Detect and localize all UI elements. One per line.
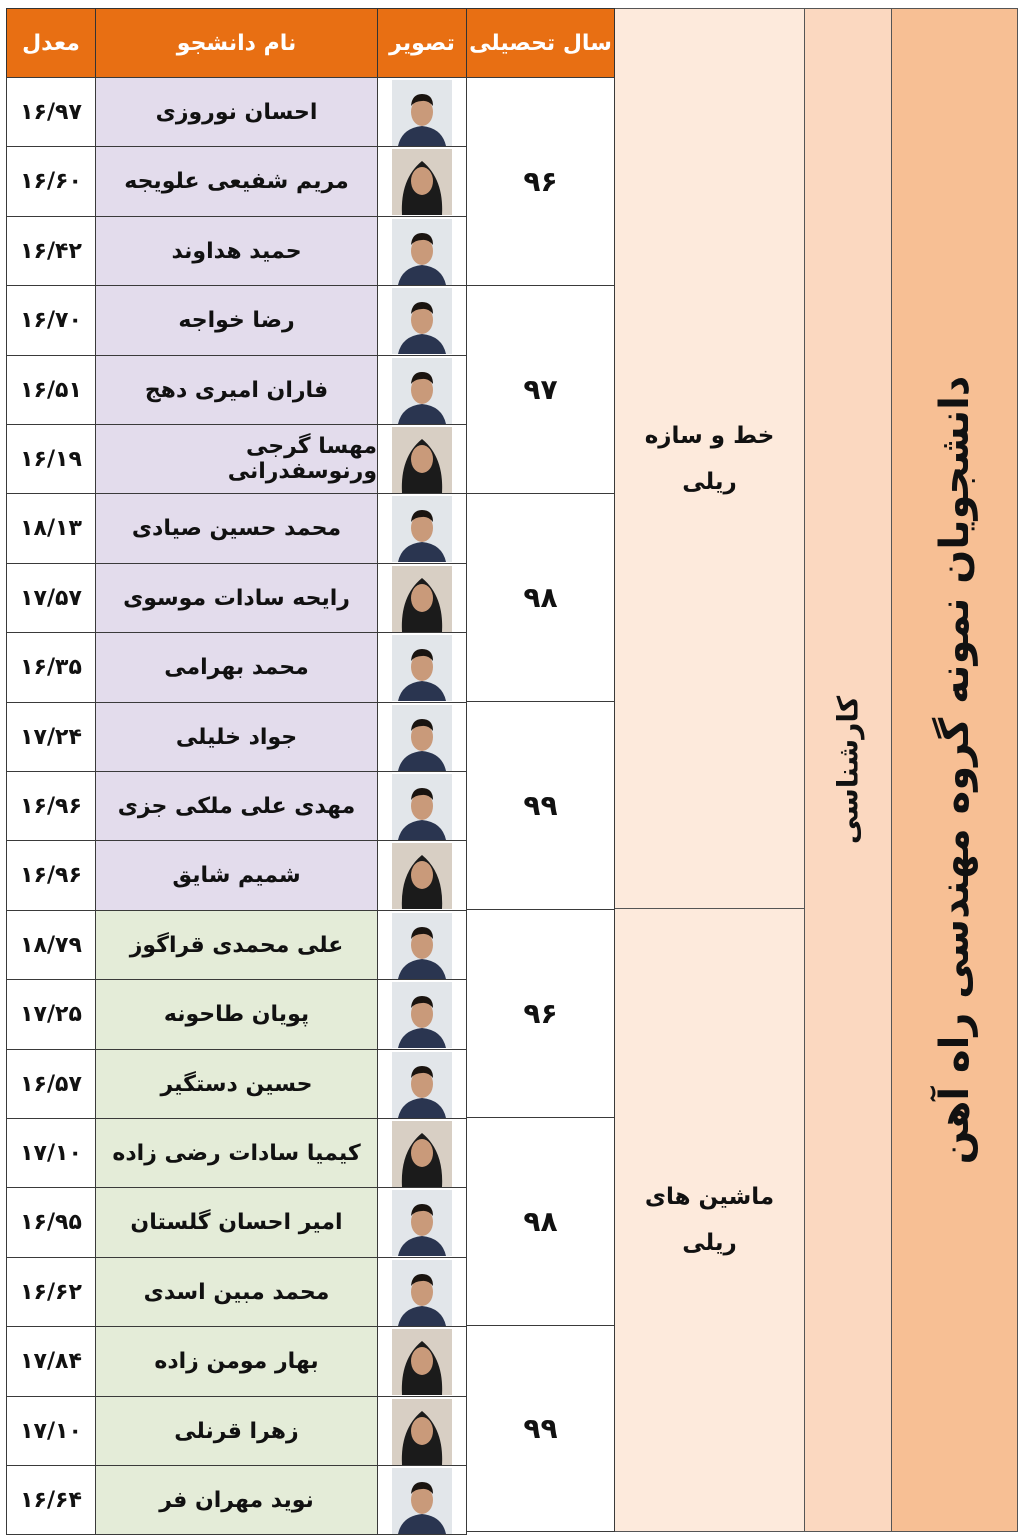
student-photo-male (392, 982, 452, 1048)
photo-cell (377, 355, 467, 425)
photo-cell (377, 424, 467, 494)
student-name: رضا خواجه (95, 285, 378, 356)
year-cell (466, 1117, 615, 1326)
student-name: کیمیا سادات رضی زاده (95, 1118, 378, 1188)
year-cell (466, 701, 615, 910)
year-label: ۹۷ (523, 373, 558, 406)
year-label: ۹۸ (523, 581, 558, 614)
photo-cell (377, 1187, 467, 1258)
year-cell (466, 1325, 615, 1532)
student-gpa: ۱۶/۴۲ (6, 216, 96, 286)
student-name: محمد حسین صیادی (95, 493, 378, 564)
student-gpa: ۱۶/۹۶ (6, 771, 96, 841)
photo-cell (377, 1396, 467, 1466)
student-photo-male (392, 1468, 452, 1534)
student-photo-male (392, 705, 452, 771)
student-gpa: ۱۶/۵۱ (6, 355, 96, 425)
photo-cell (377, 285, 467, 356)
student-photo-male (392, 1052, 452, 1118)
degree-label: کارشناسی (831, 695, 865, 845)
photo-cell (377, 910, 467, 980)
header-name: نام دانشجو (95, 8, 378, 78)
major-label: خط و سازه ریلی (644, 422, 775, 495)
student-name: مهدی علی ملکی جزی (95, 771, 378, 841)
student-name: بهار مومن زاده (95, 1326, 378, 1397)
photo-cell (377, 1257, 467, 1327)
year-label: ۹۹ (523, 789, 558, 822)
student-photo-female (392, 843, 452, 909)
photo-cell (377, 632, 467, 703)
student-name: نوید مهران فر (95, 1465, 378, 1535)
photo-cell (377, 702, 467, 772)
year-cell (466, 909, 615, 1118)
student-photo-male (392, 219, 452, 285)
student-gpa: ۱۶/۹۷ (6, 77, 96, 147)
photo-cell (377, 1465, 467, 1535)
student-gpa: ۱۶/۶۴ (6, 1465, 96, 1535)
photo-cell (377, 979, 467, 1050)
photo-cell (377, 1326, 467, 1397)
student-photo-female (392, 1399, 452, 1465)
student-name: جواد خلیلی (95, 702, 378, 772)
student-name: احسان نوروزی (95, 77, 378, 147)
student-gpa: ۱۸/۱۳ (6, 493, 96, 564)
major-label: ماشین های ریلی (644, 1184, 775, 1256)
student-gpa: ۱۶/۵۷ (6, 1049, 96, 1119)
photo-cell (377, 1118, 467, 1188)
student-photo-male (392, 496, 452, 562)
student-name: مهسا گرجی ورنوسفدرانی (95, 424, 378, 494)
photo-cell (377, 771, 467, 841)
student-photo-male (392, 774, 452, 840)
student-photo-male (392, 80, 452, 146)
major-cell (614, 8, 805, 909)
student-name: رایحه سادات موسوی (95, 563, 378, 633)
student-photo-male (392, 288, 452, 354)
title-column (891, 8, 1018, 1532)
student-name: علی محمدی قراگوز (95, 910, 378, 980)
photo-cell (377, 216, 467, 286)
student-gpa: ۱۷/۱۰ (6, 1396, 96, 1466)
student-gpa: ۱۶/۹۶ (6, 840, 96, 911)
year-cell (466, 77, 615, 286)
header-gpa: معدل (6, 8, 96, 78)
student-name: زهرا قرنلی (95, 1396, 378, 1466)
student-name: امیر احسان گلستان (95, 1187, 378, 1258)
student-name: حمید هداوند (95, 216, 378, 286)
student-gpa: ۱۶/۱۹ (6, 424, 96, 494)
student-photo-female (392, 1329, 452, 1395)
student-photo-male (392, 1190, 452, 1256)
year-cell (466, 493, 615, 702)
student-name: محمد مبین اسدی (95, 1257, 378, 1327)
student-gpa: ۱۶/۷۰ (6, 285, 96, 356)
student-gpa: ۱۷/۲۵ (6, 979, 96, 1050)
student-photo-female (392, 566, 452, 632)
photo-cell (377, 493, 467, 564)
year-label: ۹۸ (523, 1205, 558, 1238)
page-title: دانشجویان نمونه گروه مهندسی راه آهن (931, 375, 978, 1165)
header-year: سال تحصیلی (466, 8, 615, 78)
degree-column (804, 8, 892, 1532)
student-gpa: ۱۷/۱۰ (6, 1118, 96, 1188)
student-gpa: ۱۷/۵۷ (6, 563, 96, 633)
student-gpa: ۱۸/۷۹ (6, 910, 96, 980)
major-cell (614, 908, 805, 1532)
student-photo-male (392, 1260, 452, 1326)
student-photo-female (392, 427, 452, 493)
student-name: حسین دستگیر (95, 1049, 378, 1119)
student-photo-male (392, 913, 452, 979)
student-name: شمیم شایق (95, 840, 378, 911)
student-gpa: ۱۶/۳۵ (6, 632, 96, 703)
year-cell (466, 285, 615, 494)
student-gpa: ۱۷/۲۴ (6, 702, 96, 772)
header-photo: تصویر (377, 8, 467, 78)
student-name: محمد بهرامی (95, 632, 378, 703)
year-label: ۹۶ (523, 997, 558, 1030)
student-gpa: ۱۶/۹۵ (6, 1187, 96, 1258)
student-name: فاران امیری دهج (95, 355, 378, 425)
student-photo-male (392, 358, 452, 424)
student-name: پویان طاحونه (95, 979, 378, 1050)
photo-cell (377, 146, 467, 217)
student-name: مریم شفیعی علویجه (95, 146, 378, 217)
student-photo-female (392, 149, 452, 215)
photo-cell (377, 563, 467, 633)
year-label: ۹۹ (523, 1412, 558, 1445)
year-label: ۹۶ (523, 165, 558, 198)
photo-cell (377, 840, 467, 911)
student-gpa: ۱۶/۶۰ (6, 146, 96, 217)
photo-cell (377, 1049, 467, 1119)
photo-cell (377, 77, 467, 147)
student-photo-male (392, 635, 452, 701)
student-gpa: ۱۶/۶۲ (6, 1257, 96, 1327)
student-gpa: ۱۷/۸۴ (6, 1326, 96, 1397)
student-photo-female (392, 1121, 452, 1187)
